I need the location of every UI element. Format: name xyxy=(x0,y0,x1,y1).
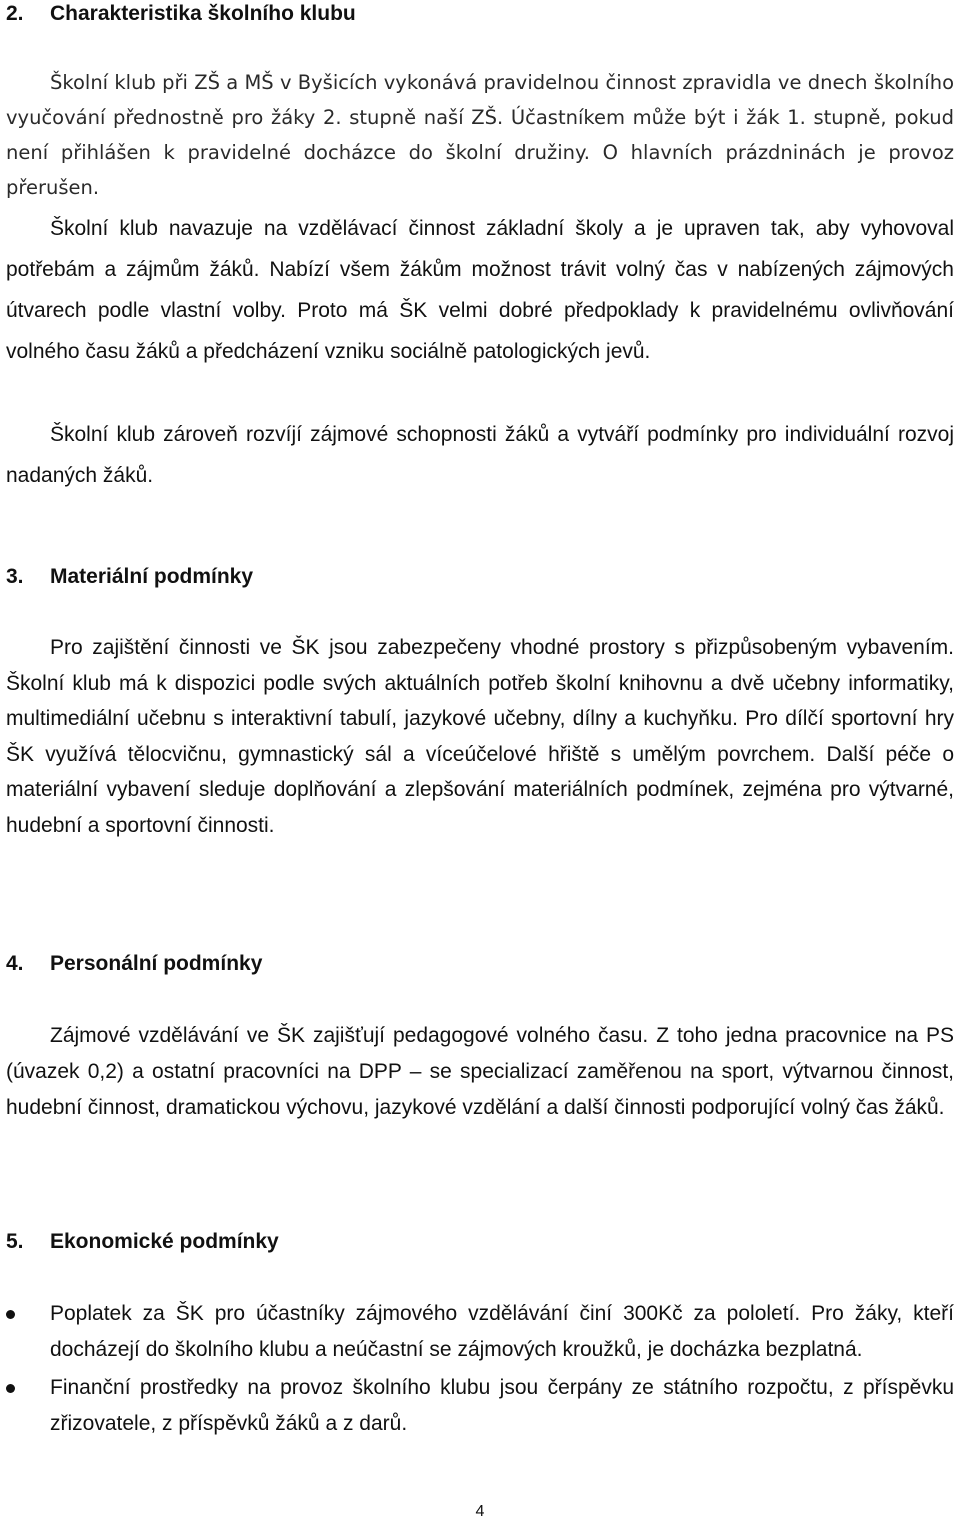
section-3-title: Materiální podmínky xyxy=(50,565,254,588)
section-2-paragraph-1: Školní klub při ZŠ a MŠ v Byšicích vykonává pravidelnou činnost zpravidla ve dnech školního vyučování přednostně pro žáky 2. stupně naší ZŠ. Účastníkem může být i žák 1. stupně, pokud není přihlášen k pravidelné docházce do školní družiny. O hlavních prázdninách je provoz přerušen. xyxy=(6,71,954,199)
section-4-title: Personální podmínky xyxy=(50,952,263,975)
page-number: 4 xyxy=(475,1503,485,1520)
section-2-paragraph-3: Školní klub zároveň rozvíjí zájmové schopnosti žáků a vytváří podmínky pro individuální rozvoj nadaných žáků. xyxy=(6,423,954,487)
section-5-number: 5. xyxy=(6,1230,24,1253)
section-2-title: Charakteristika školního klubu xyxy=(50,2,356,25)
section-5-title: Ekonomické podmínky xyxy=(50,1230,279,1253)
list-item-text: Poplatek za ŠK pro účastníky zájmového vzdělávání činí 300Kč za pololetí. Pro žáky, kteří docházejí do školního klubu a neúčastní se zájmových kroužků, je docházka bezplatná. xyxy=(50,1302,954,1361)
section-3-heading xyxy=(6,563,253,591)
economic-conditions-list xyxy=(6,1296,954,1444)
section-3-number: 3. xyxy=(6,565,24,588)
section-4-paragraph-1: Zájmové vzdělávání ve ŠK zajišťují pedagogové volného času. Z toho jedna pracovnice na PS (úvazek 0,2) a ostatní pracovníci na DPP – se specializací zaměřenou na sport, výtvarnou činnost, hudební činnost, dramatickou výchovu, jazykové vzdělání a další činnosti podporující volný čas žáků. xyxy=(6,1024,954,1119)
section-2-paragraph-2: Školní klub navazuje na vzdělávací činnost základní školy a je upraven tak, aby vyhovoval potřebám a zájmům žáků. Nabízí všem žákům možnost trávit volný čas v nabízených zájmových útvarech podle vlastní volby. Proto má ŠK velmi dobré předpoklady k pravidelnému ovlivňování volného času žáků a předcházení vzniku sociálně patologických jevů. xyxy=(6,217,954,363)
bullet-icon xyxy=(6,1310,15,1319)
section-2-heading xyxy=(6,0,356,28)
bullet-icon xyxy=(6,1384,15,1393)
list-item-text: Finanční prostředky na provoz školního klubu jsou čerpány ze státního rozpočtu, z příspěvku zřizovatele, z příspěvků žáků a z darů. xyxy=(50,1376,954,1435)
section-4-number: 4. xyxy=(6,952,24,975)
list-item xyxy=(6,1370,954,1442)
section-3-paragraph-1: Pro zajištění činnosti ve ŠK jsou zabezpečeny vhodné prostory s přizpůsobeným vybavením. Školní klub má k dispozici podle svých aktuálních potřeb školní knihovnu a dvě učebny informatiky, multimediální učebnu s interaktivní tabulí, jazykové učebny, dílny a kuchyňku. Pro dílčí sportovní hry ŠK využívá tělocvičnu, gymnastický sál a víceúčelové hřiště s umělým povrchem. Další péče o materiální vybavení sleduje doplňování a zlepšování materiálních podmínek, zejména pro výtvarné, hudební a sportovní činnosti. xyxy=(6,636,954,837)
section-5-heading xyxy=(6,1228,279,1256)
list-item xyxy=(6,1296,954,1368)
section-4-heading xyxy=(6,950,262,978)
section-2-number: 2. xyxy=(6,2,24,25)
